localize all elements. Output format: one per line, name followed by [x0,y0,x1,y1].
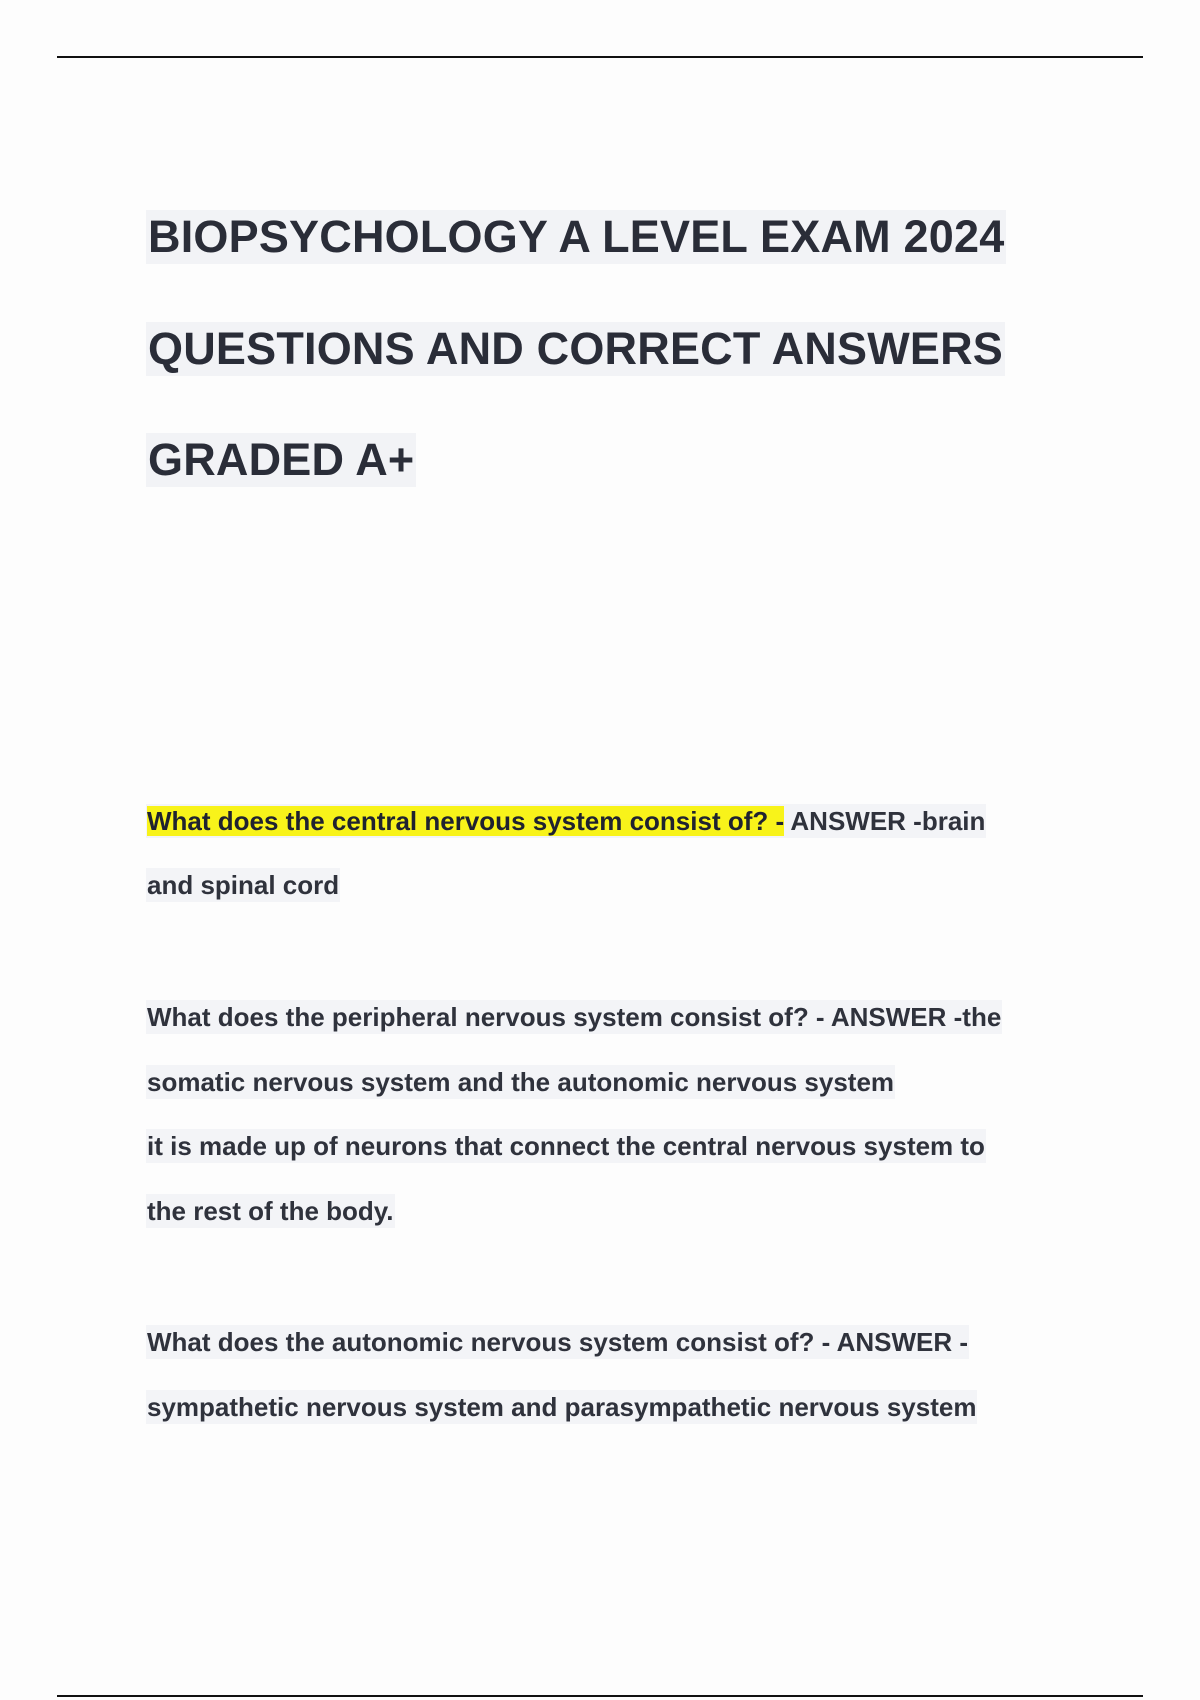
document-title-line-2: QUESTIONS AND CORRECT ANSWERS [148,323,1003,374]
answer-text: ANSWER -brain [784,806,986,836]
top-rule [57,56,1143,58]
highlighted-question: What does the central nervous system consist of? - [147,806,785,836]
qa-item-3-line-1: What does the autonomic nervous system consist of? - ANSWER - [147,1327,969,1357]
bottom-rule [57,1695,1143,1697]
qa-item-2-line-1: What does the peripheral nervous system consist of? - ANSWER -the [147,1002,1002,1032]
qa-item-1-line-2: and spinal cord [147,870,340,900]
qa-item-1-line-1 [146,804,986,838]
document-title-line-3: GRADED A+ [148,434,415,485]
qa-item-2-line-2: somatic nervous system and the autonomic nervous system [147,1067,895,1097]
qa-item-3-line-2: sympathetic nervous system and parasympathetic nervous system [147,1392,977,1422]
qa-item-2-line-3: it is made up of neurons that connect the central nervous system to [147,1131,985,1161]
document-title-line-1: BIOPSYCHOLOGY A LEVEL EXAM 2024 [148,211,1005,262]
qa-item-2-line-4: the rest of the body. [147,1196,394,1226]
